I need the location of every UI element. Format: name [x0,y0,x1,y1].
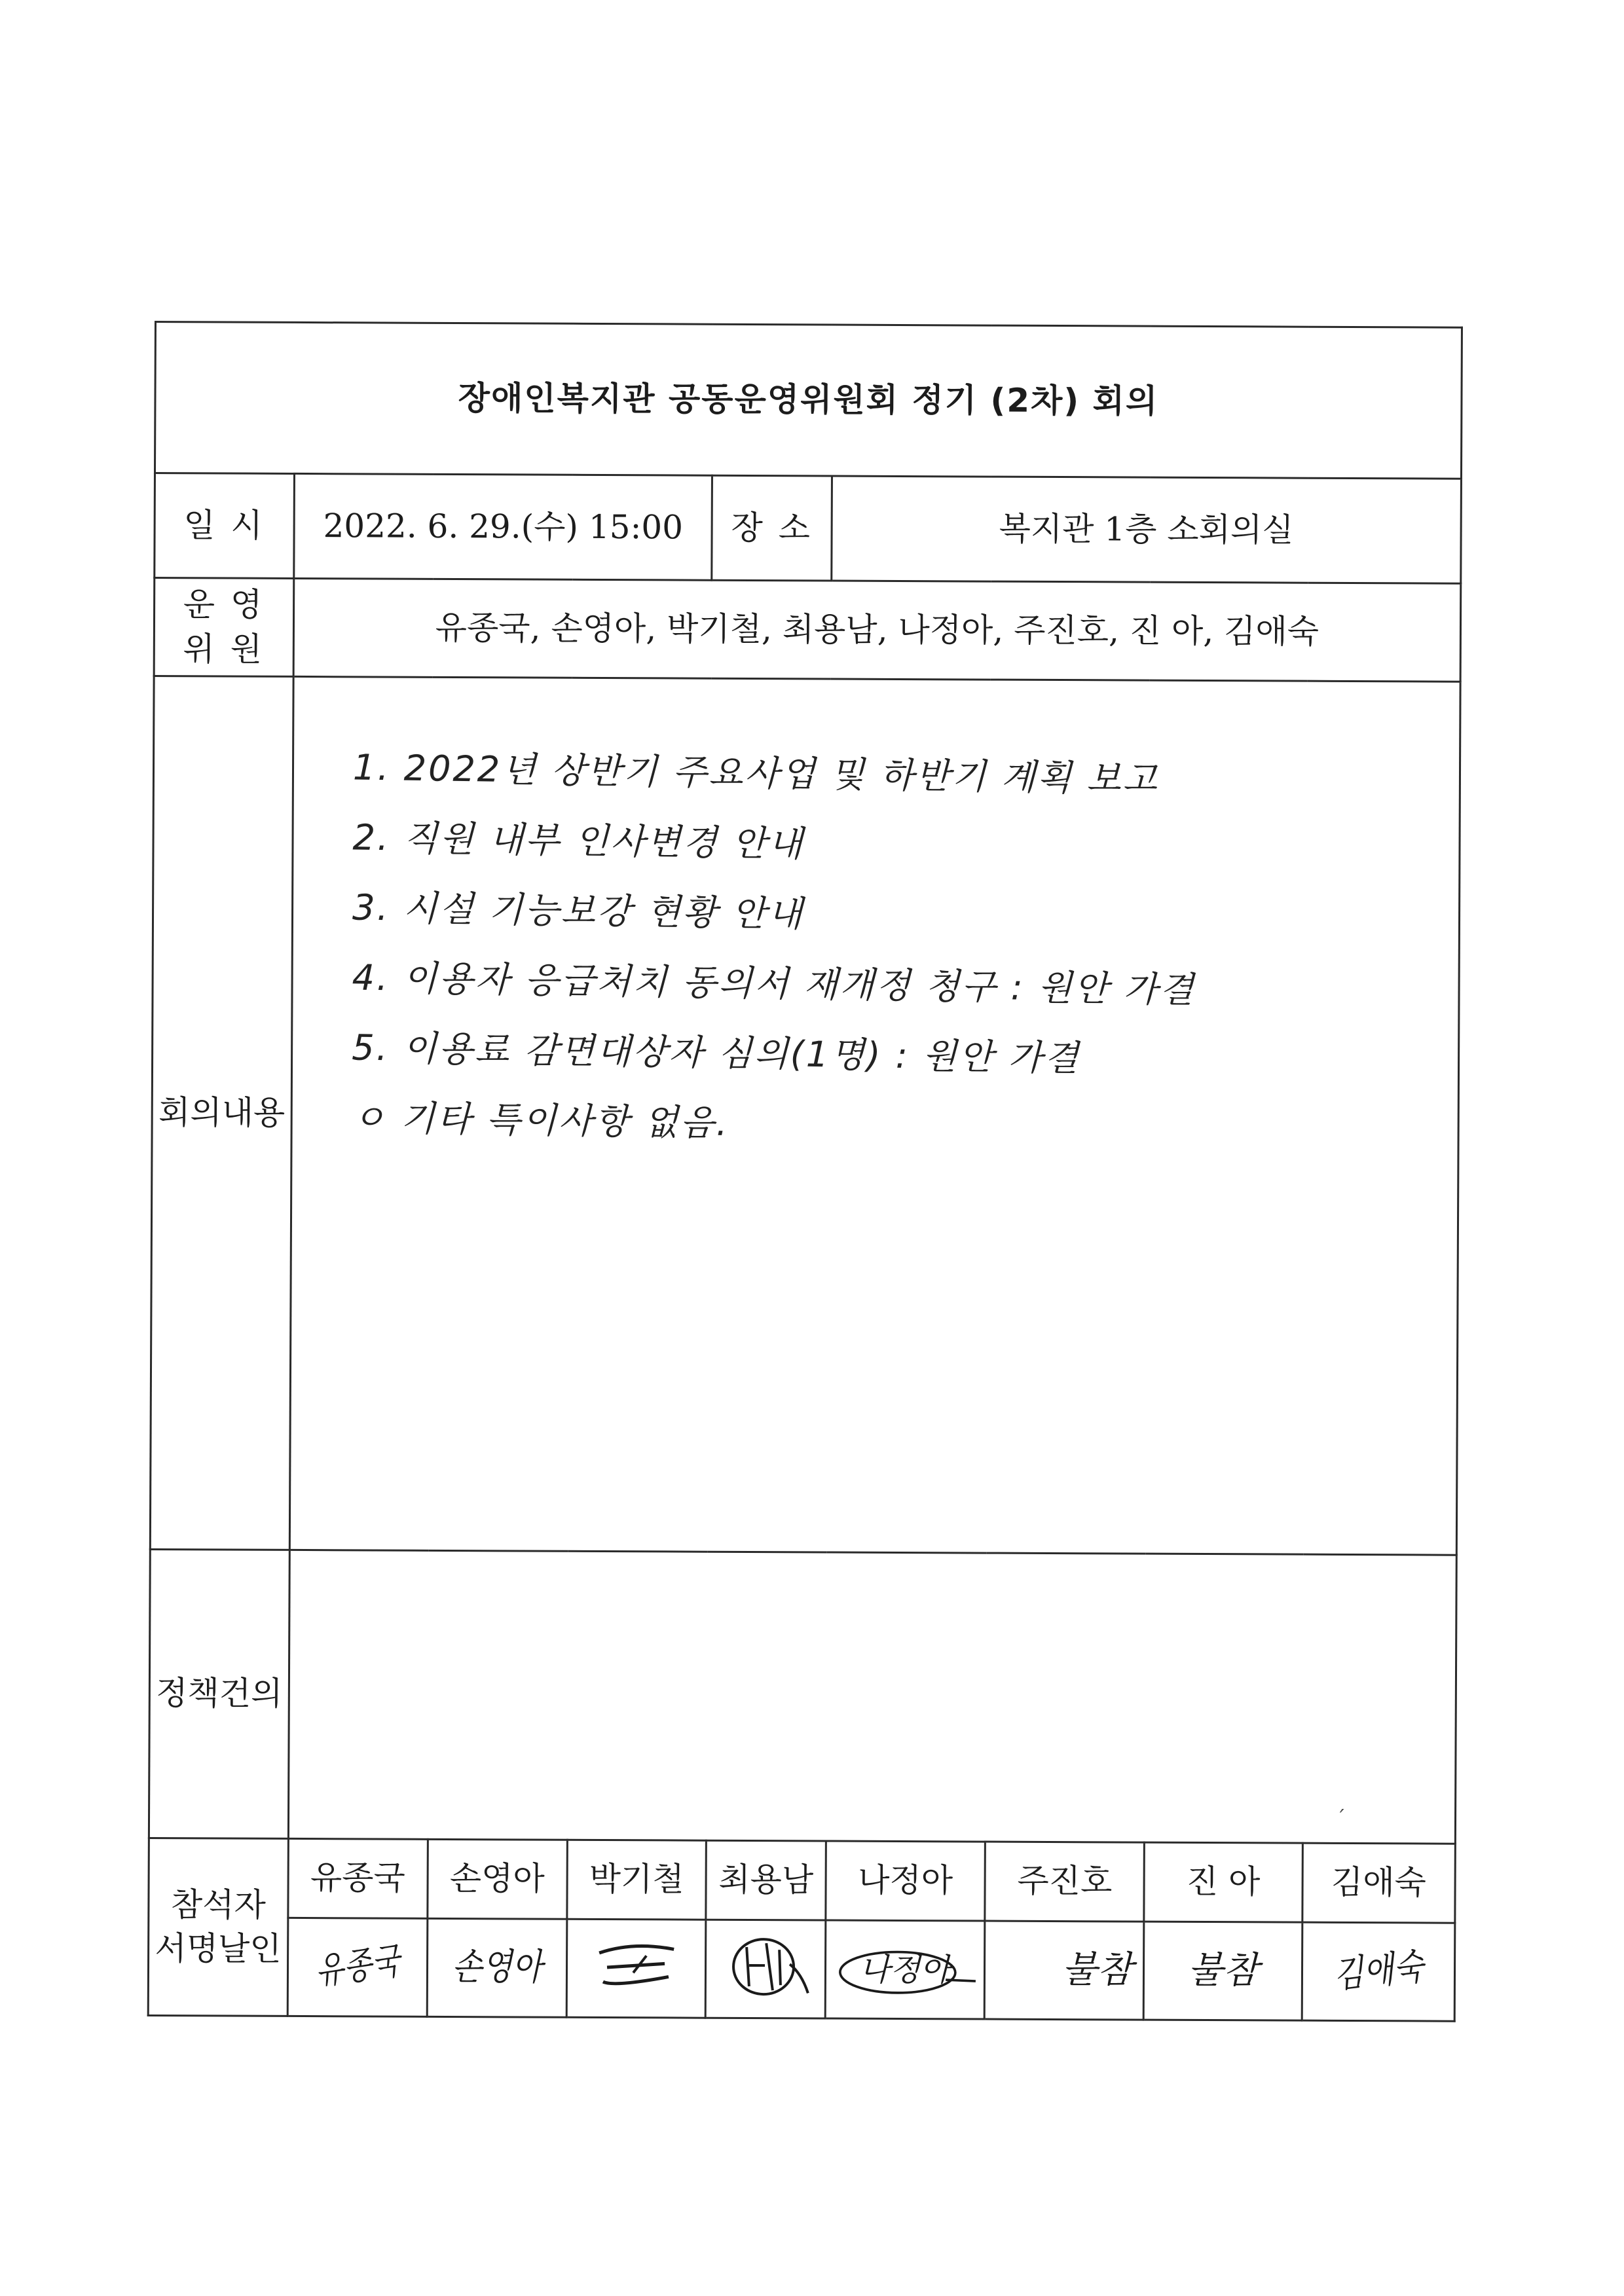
agenda-item: 1. 2022년 상반기 주요사업 및 하반기 계획 보고 [352,746,1160,801]
signature-cell [706,1920,826,2018]
agenda-item: 2. 직원 내부 인사변경 안내 [352,816,805,866]
signature: 김애숙 [1331,1945,1426,1997]
date-value: 2022. 6. 29.(수) 15:00 [294,473,712,580]
place-label: 장 소 [712,475,832,581]
signature: 불참 [1061,1948,1133,1992]
agenda-item: 4. 이용자 응급처치 동의서 재개정 청구 : 원안 가결 [352,957,1196,1011]
attendee-name: 나정아 [826,1841,986,1920]
attendee-name: 진 아 [1144,1842,1302,1922]
attendee-name: 손영아 [428,1840,567,1919]
signature-cell [1302,1922,1455,2021]
signature-cell [427,1918,567,2017]
signature-scribble-icon [587,1926,685,1999]
attendance-label-line1: 참석자 [170,1885,266,1924]
place-value: 복지관 1층 소회의실 [832,476,1462,584]
signature: 유종국 [312,1940,403,1994]
agenda-item: 3. 시설 기능보강 현황 안내 [352,886,805,935]
members-label-line2: 위 원 [183,629,265,668]
signature-cell [287,1918,428,2016]
attendee-name: 유종국 [288,1839,428,1918]
attendee-name: 김애숙 [1302,1843,1456,1922]
attendee-name: 최용남 [706,1840,826,1920]
attendee-name: 박기철 [566,1840,706,1919]
date-label: 일 시 [155,473,295,578]
signature: 나정아 [859,1951,951,1988]
attendance-label-line2: 서명날인 [155,1929,282,1968]
document-title: 장애인복지관 공동운영위원회 정기 (2차) 회의 [155,322,1462,479]
scan-speck: ˊ [1336,1807,1346,1830]
signature-cell [984,1921,1144,2020]
policy-label: 정책건의 [149,1550,289,1839]
attendance-label [148,1838,288,2016]
agenda-content [289,677,1460,1555]
agenda-item: ㅇ 기타 특이사항 없음. [351,1097,730,1144]
signature-cell [566,1919,707,2018]
members-label-line1: 운 영 [183,585,265,624]
minutes-table [147,321,1463,2022]
signature-cell [1144,1922,1302,2021]
attendee-name: 주진호 [985,1842,1145,1921]
agenda-item: 5. 이용료 감면대상자 심의(1명) : 원안 가결 [351,1027,1081,1079]
signature: 손영아 [451,1946,542,1990]
agenda-label: 회의내용 [150,676,293,1550]
policy-value [288,1550,1456,1844]
signature: 불참 [1187,1949,1259,1992]
signature-circle-icon [716,1927,815,1999]
members-value: 유종국, 손영아, 박기철, 최용남, 나정아, 주진호, 진 아, 김애숙 [293,578,1461,682]
minutes-form [147,321,1463,2022]
agenda-list [292,678,1459,1152]
signature-cell [825,1920,985,2020]
members-label [154,578,294,677]
